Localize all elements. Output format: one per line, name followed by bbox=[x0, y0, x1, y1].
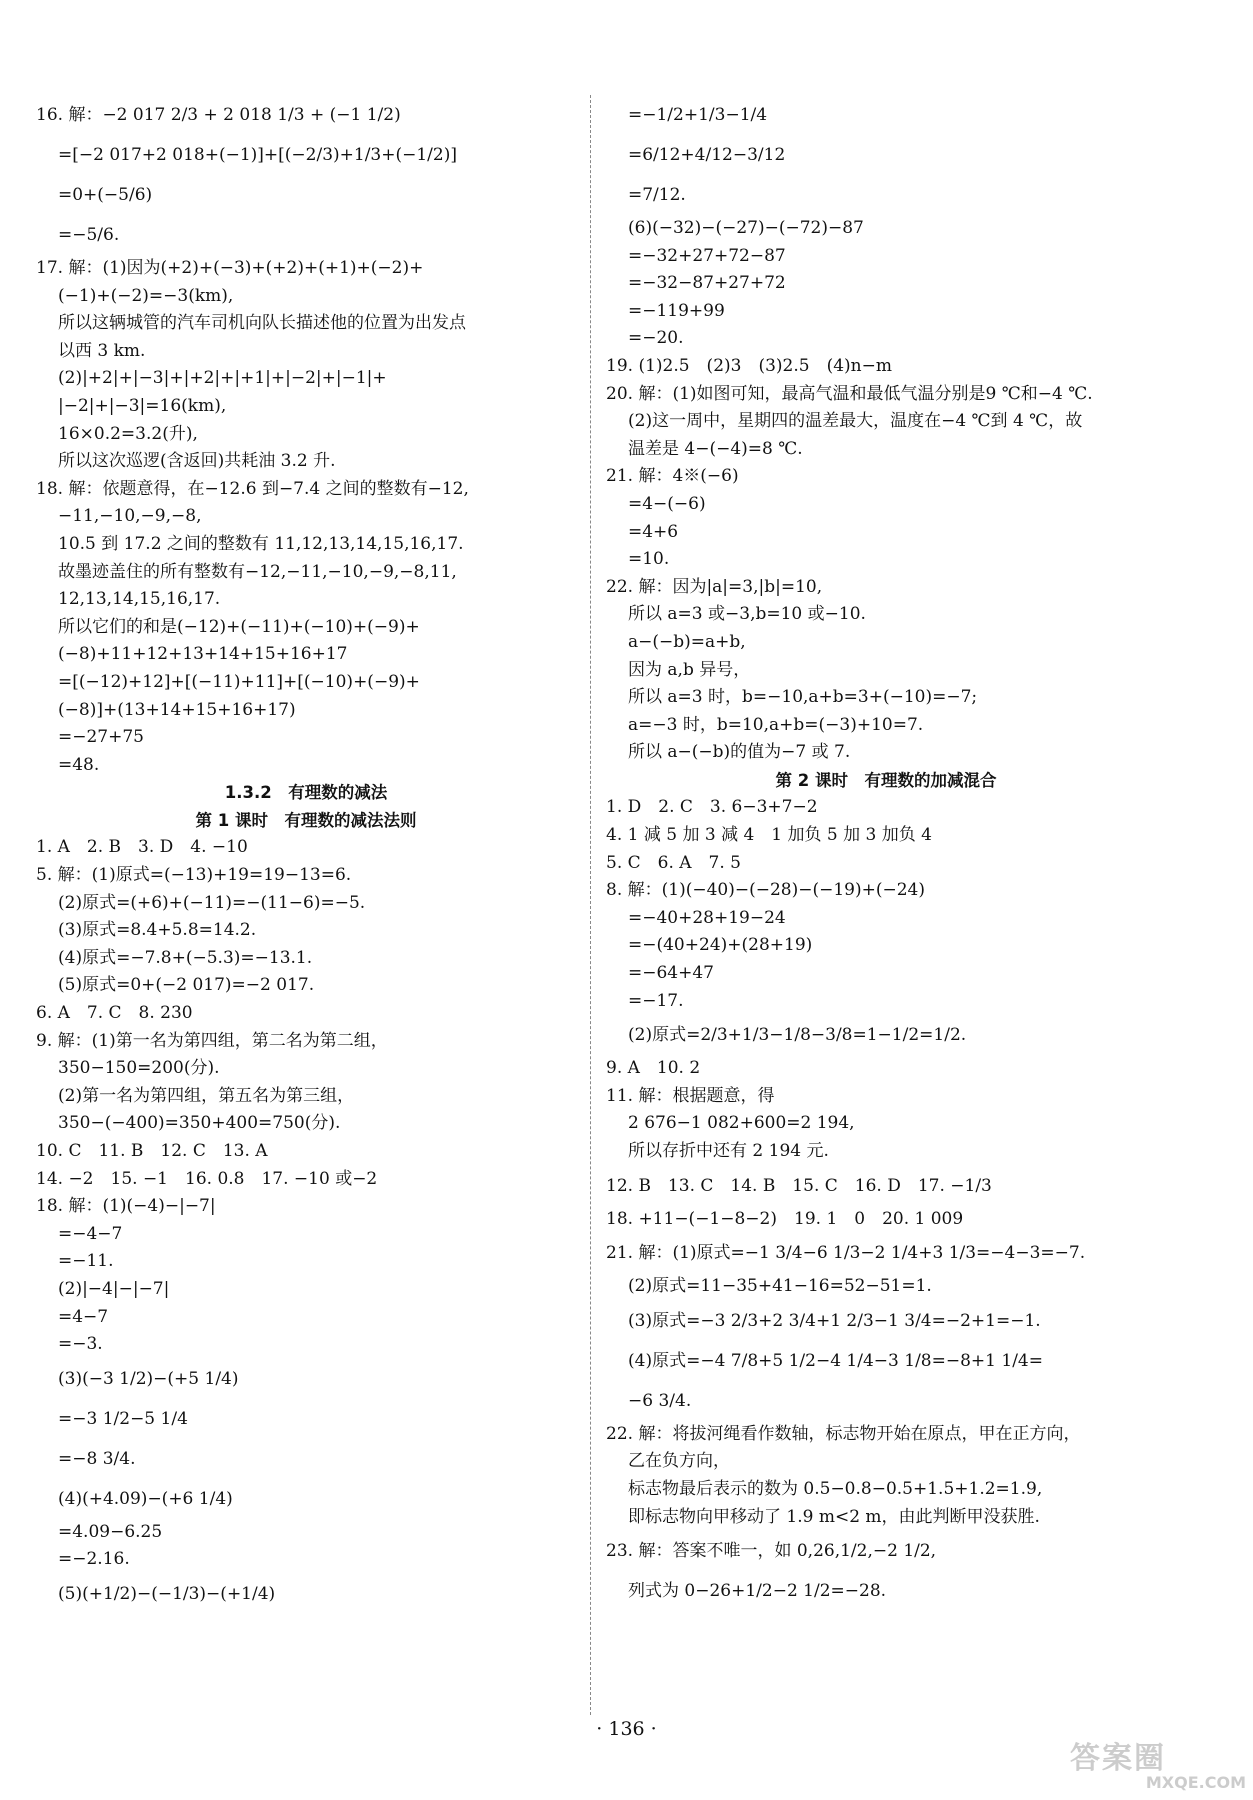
answer-line: 18. 解：(1)(−4)−|−7| bbox=[36, 1196, 216, 1217]
answer-line: 10. C 11. B 12. C 13. A bbox=[36, 1141, 268, 1161]
answer-line: 所以 a=3 时，b=−10,a+b=3+(−10)=−7; bbox=[628, 687, 978, 708]
answer-line: 18. +11−(−1−8−2) 19. 1 0 20. 1 009 bbox=[606, 1208, 964, 1229]
answer-line: (2)第一名为第四组，第五名为第三组， bbox=[58, 1085, 355, 1106]
answer-line: 16. 解：−2 017 2/3 + 2 018 1/3 + (−1 1/2) bbox=[36, 105, 401, 125]
right-column bbox=[606, 95, 1166, 1611]
answer-line: (2)原式=11−35+41−16=52−51=1. bbox=[628, 1276, 932, 1297]
answer-line: =4+6 bbox=[628, 521, 679, 542]
answer-line: (5)原式=0+(−2 017)=−2 017. bbox=[58, 975, 315, 996]
answer-line: =−8 3/4. bbox=[58, 1448, 136, 1469]
answer-line: 12,13,14,15,16,17. bbox=[58, 589, 221, 610]
answer-line: =48. bbox=[58, 754, 100, 775]
answer-line: =4.09−6.25 bbox=[58, 1521, 163, 1542]
section-heading: 1.3.2 有理数的减法 bbox=[224, 783, 388, 803]
answer-line: |−2|+|−3|=16(km), bbox=[58, 395, 227, 416]
answer-line: 以西 3 km. bbox=[58, 340, 146, 361]
answer-line: (3)(−3 1/2)−(+5 1/4) bbox=[58, 1368, 239, 1389]
answer-line: 12. B 13. C 14. B 15. C 16. D 17. −1/3 bbox=[606, 1175, 992, 1196]
answer-line: 8. 解：(1)(−40)−(−28)−(−19)+(−24) bbox=[606, 880, 925, 901]
answer-line: =4−(−6) bbox=[628, 493, 706, 514]
answer-line: =10. bbox=[628, 549, 670, 570]
answer-line: =−5/6. bbox=[58, 225, 120, 245]
watermark-url: MXQE.COM bbox=[1145, 1773, 1246, 1792]
answer-line: =7/12. bbox=[628, 185, 686, 205]
answer-line: 所以它们的和是(−12)+(−11)+(−10)+(−9)+ bbox=[58, 616, 420, 637]
answer-line: =4−7 bbox=[58, 1306, 109, 1327]
answer-line: 21. 解：4※(−6) bbox=[606, 466, 739, 487]
answer-line: (4)原式=−7.8+(−5.3)=−13.1. bbox=[58, 947, 313, 968]
answer-line: 所以存折中还有 2 194 元. bbox=[628, 1141, 829, 1161]
left-column bbox=[36, 95, 576, 1614]
answer-line: 1. A 2. B 3. D 4. −10 bbox=[36, 837, 248, 858]
answer-line: 18. 解：依题意得，在−12.6 到−7.4 之间的整数有−12, bbox=[36, 478, 469, 499]
answer-line: =0+(−5/6) bbox=[58, 185, 153, 205]
answer-line: =−64+47 bbox=[628, 963, 714, 984]
answer-line: =−119+99 bbox=[628, 300, 725, 321]
answer-line: 所以这辆城管的汽车司机向队长描述他的位置为出发点 bbox=[58, 313, 466, 334]
answer-line: =−17. bbox=[628, 990, 684, 1011]
answer-line: 9. A 10. 2 bbox=[606, 1058, 701, 1079]
watermark-logo bbox=[1070, 1733, 1246, 1795]
answer-line: 1. D 2. C 3. 6−3+7−2 bbox=[606, 797, 818, 818]
answer-line: 5. C 6. A 7. 5 bbox=[606, 852, 741, 873]
answer-line: 14. −2 15. −1 16. 0.8 17. −10 或−2 bbox=[36, 1168, 378, 1189]
answer-line: (−1)+(−2)=−3(km), bbox=[58, 285, 234, 306]
answer-line: =6/12+4/12−3/12 bbox=[628, 145, 786, 165]
answer-line: =[(−12)+12]+[(−11)+11]+[(−10)+(−9)+ bbox=[58, 671, 420, 692]
page-number: · 136 · bbox=[596, 1718, 657, 1740]
answer-line: (2)|+2|+|−3|+|+2|+|+1|+|−2|+|−1|+ bbox=[58, 368, 387, 389]
answer-line: 350−(−400)=350+400=750(分). bbox=[58, 1113, 341, 1134]
answer-line: 11. 解：根据题意，得 bbox=[606, 1085, 775, 1106]
answer-line: (2)原式=2/3+1/3−1/8−3/8=1−1/2=1/2. bbox=[628, 1025, 967, 1046]
answer-line: =−32+27+72−87 bbox=[628, 245, 786, 266]
answer-line: 因为 a,b 异号， bbox=[628, 659, 751, 680]
answer-line: (4)(+4.09)−(+6 1/4) bbox=[58, 1488, 233, 1509]
answer-line: 乙在负方向， bbox=[628, 1451, 730, 1472]
answer-line: a=−3 时，b=10,a+b=(−3)+10=7. bbox=[628, 714, 924, 735]
answer-line: (2)原式=(+6)+(−11)=−(11−6)=−5. bbox=[58, 892, 366, 913]
answer-line: 20. 解：(1)如图可知，最高气温和最低气温分别是9 ℃和−4 ℃. bbox=[606, 383, 1093, 404]
watermark-text: 答案圈 bbox=[1070, 1741, 1166, 1776]
answer-line: (6)(−32)−(−27)−(−72)−87 bbox=[628, 218, 864, 238]
answer-line: 6. A 7. C 8. 230 bbox=[36, 1003, 193, 1024]
answer-line: 22. 解：将拔河绳看作数轴，标志物开始在原点，甲在正方向， bbox=[606, 1423, 1081, 1444]
answer-line: 22. 解：因为|a|=3,|b|=10, bbox=[606, 576, 823, 597]
answer-line: 所以这次巡逻(含返回)共耗油 3.2 升. bbox=[58, 451, 336, 472]
answer-line: =−27+75 bbox=[58, 727, 144, 748]
answer-line: 所以 a=3 或−3,b=10 或−10. bbox=[628, 604, 866, 625]
answer-line: 所以 a−(−b)的值为−7 或 7. bbox=[628, 742, 851, 763]
answer-line: (−8)+11+12+13+14+15+16+17 bbox=[58, 644, 348, 665]
answer-line: =−32−87+27+72 bbox=[628, 273, 786, 294]
answer-line: 标志物最后表示的数为 0.5−0.8−0.5+1.5+1.2=1.9, bbox=[628, 1478, 1043, 1499]
answer-line: a−(−b)=a+b, bbox=[628, 631, 746, 652]
answer-line: (−8)]+(13+14+15+16+17) bbox=[58, 699, 296, 720]
answer-line: =−40+28+19−24 bbox=[628, 907, 786, 928]
answer-line: 温差是 4−(−4)=8 ℃. bbox=[628, 438, 803, 459]
answer-line: (2)|−4|−|−7| bbox=[58, 1278, 170, 1299]
answer-line: (3)原式=−3 2/3+2 3/4+1 2/3−1 3/4=−2+1=−1. bbox=[628, 1310, 1041, 1331]
answer-line: =−1/2+1/3−1/4 bbox=[628, 105, 768, 125]
answer-line: (2)这一周中，星期四的温差最大，温度在−4 ℃到 4 ℃，故 bbox=[628, 411, 1083, 432]
answer-line: =−3 1/2−5 1/4 bbox=[58, 1408, 188, 1429]
answer-line: 即标志物向甲移动了 1.9 m<2 m，由此判断甲没获胜. bbox=[628, 1506, 1040, 1527]
answer-line: =[−2 017+2 018+(−1)]+[(−2/3)+1/3+(−1/2)] bbox=[58, 145, 457, 165]
column-divider bbox=[590, 95, 591, 1715]
answer-line: =−11. bbox=[58, 1251, 114, 1272]
answer-line: −6 3/4. bbox=[628, 1390, 692, 1411]
answer-line: 4. 1 减 5 加 3 减 4 1 加负 5 加 3 加负 4 bbox=[606, 825, 932, 846]
answer-line: 350−150=200(分). bbox=[58, 1058, 220, 1079]
answer-line: 16×0.2=3.2(升), bbox=[58, 423, 198, 444]
answer-line: 23. 解：答案不唯一，如 0,26,1/2,−2 1/2, bbox=[606, 1541, 937, 1562]
answer-line: (4)原式=−4 7/8+5 1/2−4 1/4−3 1/8=−8+1 1/4= bbox=[628, 1350, 1043, 1371]
answer-line: 故墨迹盖住的所有整数有−12,−11,−10,−9,−8,11, bbox=[58, 561, 457, 582]
answer-line: =−(40+24)+(28+19) bbox=[628, 935, 813, 956]
section-heading: 第 2 课时 有理数的加减混合 bbox=[775, 770, 997, 790]
answer-line: 2 676−1 082+600=2 194, bbox=[628, 1113, 855, 1134]
answer-line: 19. (1)2.5 (2)3 (3)2.5 (4)n−m bbox=[606, 355, 892, 376]
answer-line: =−20. bbox=[628, 328, 684, 349]
answer-line: 5. 解：(1)原式=(−13)+19=19−13=6. bbox=[36, 865, 352, 886]
answer-line: 10.5 到 17.2 之间的整数有 11,12,13,14,15,16,17. bbox=[58, 533, 464, 554]
answer-line: (3)原式=8.4+5.8=14.2. bbox=[58, 920, 257, 941]
answer-line: (5)(+1/2)−(−1/3)−(+1/4) bbox=[58, 1583, 276, 1604]
answer-line: 9. 解：(1)第一名为第四组，第二名为第二组， bbox=[36, 1030, 388, 1051]
answer-line: =−4−7 bbox=[58, 1223, 123, 1244]
answer-line: =−2.16. bbox=[58, 1549, 130, 1570]
answer-line: 17. 解：(1)因为(+2)+(−3)+(+2)+(+1)+(−2)+ bbox=[36, 258, 424, 278]
answer-line: 21. 解：(1)原式=−1 3/4−6 1/3−2 1/4+3 1/3=−4−3=−7. bbox=[606, 1243, 1086, 1264]
answer-line: −11,−10,−9,−8, bbox=[58, 506, 202, 527]
answer-line: =−3. bbox=[58, 1334, 103, 1355]
answer-line: 列式为 0−26+1/2−2 1/2=−28. bbox=[628, 1581, 887, 1602]
section-heading: 第 1 课时 有理数的减法法则 bbox=[195, 810, 417, 830]
